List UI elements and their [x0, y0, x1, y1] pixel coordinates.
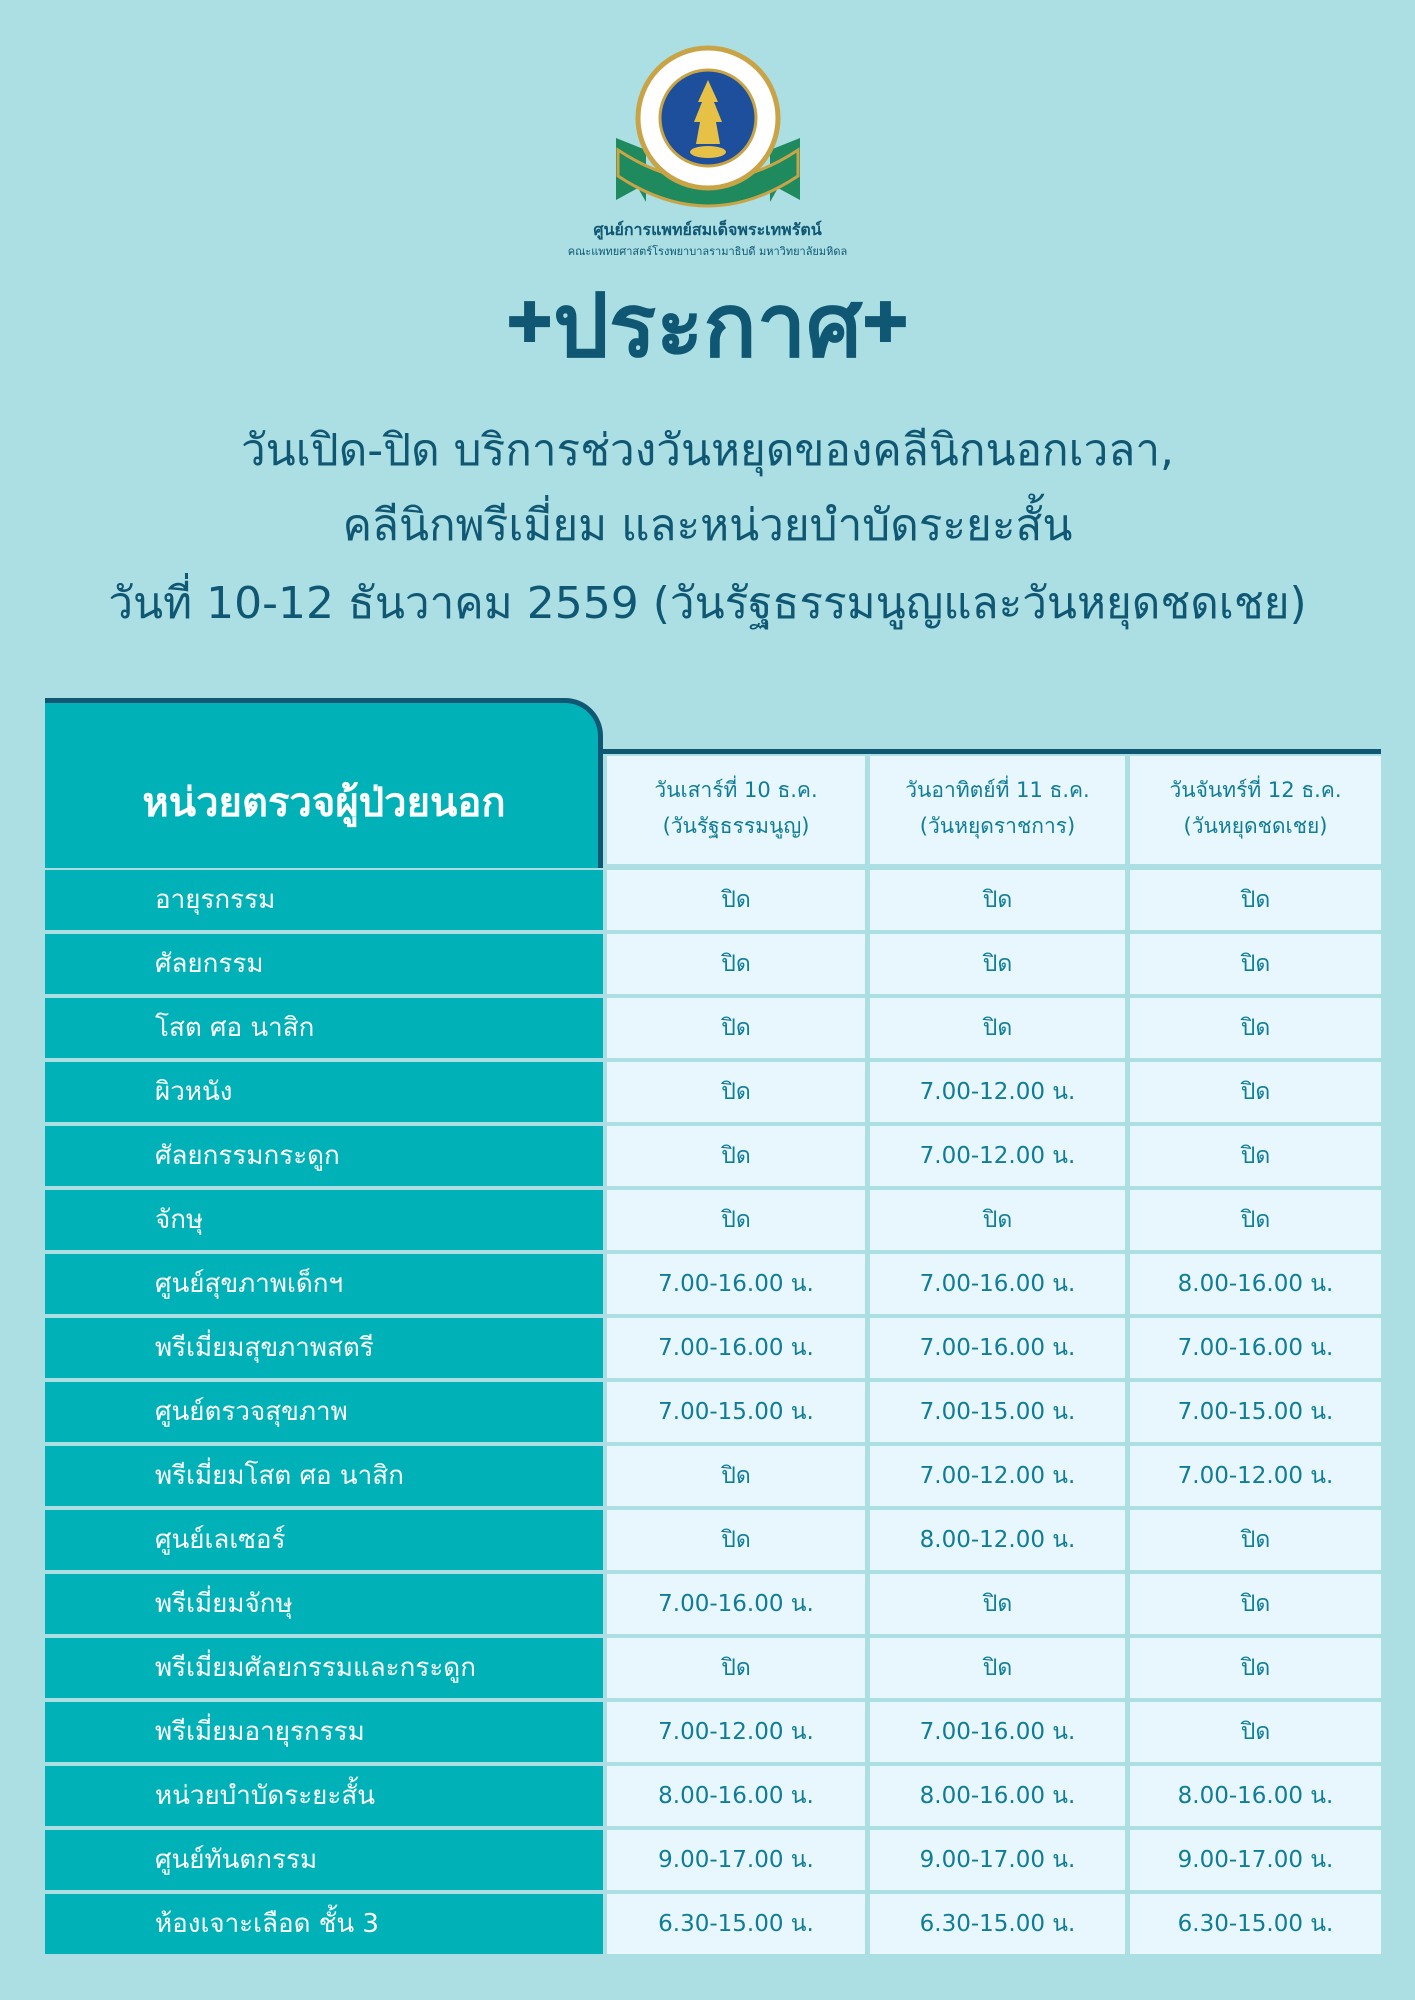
hours-cell: ปิด — [1130, 1126, 1381, 1186]
table-row — [45, 998, 1381, 1058]
hours-cell: ปิด — [607, 1446, 865, 1506]
hours-cell: ปิด — [607, 1638, 865, 1698]
plus-icon: ✚ — [861, 291, 909, 357]
unit-name: ผิวหนัง — [45, 1062, 603, 1122]
unit-name: พรีเมี่ยมสุขภาพสตรี — [45, 1318, 603, 1378]
hours-cell: 7.00-15.00 น. — [607, 1382, 865, 1442]
table-row — [45, 1254, 1381, 1314]
schedule-table — [45, 698, 1381, 1956]
day-header-note: (วันหยุดชดเชย) — [1183, 814, 1328, 838]
table-row — [45, 1894, 1381, 1954]
header-divider — [601, 749, 1381, 754]
hours-cell: 7.00-12.00 น. — [1130, 1446, 1381, 1506]
day-header-1 — [607, 756, 865, 864]
hours-cell: ปิด — [870, 998, 1125, 1058]
unit-name: ศูนย์ตรวจสุขภาพ — [45, 1382, 603, 1442]
hours-cell: ปิด — [1130, 998, 1381, 1058]
hours-cell: ปิด — [607, 1062, 865, 1122]
day-header-day: วันจันทร์ที่ 12 ธ.ค. — [1169, 778, 1342, 802]
hours-cell: 7.00-12.00 น. — [607, 1702, 865, 1762]
hours-cell: 7.00-16.00 น. — [870, 1702, 1125, 1762]
hours-cell: ปิด — [607, 998, 865, 1058]
hours-cell: 6.30-15.00 น. — [870, 1894, 1125, 1954]
hours-cell: ปิด — [870, 1574, 1125, 1634]
hours-cell: ปิด — [1130, 1190, 1381, 1250]
table-row — [45, 870, 1381, 930]
unit-name: ห้องเจาะเลือด ชั้น 3 — [45, 1894, 603, 1954]
unit-name: ศูนย์เลเซอร์ — [45, 1510, 603, 1570]
university-seal-icon — [598, 40, 818, 220]
hours-cell: 7.00-16.00 น. — [607, 1574, 865, 1634]
hours-cell: ปิด — [870, 934, 1125, 994]
table-row — [45, 1766, 1381, 1826]
hours-cell: ปิด — [870, 1190, 1125, 1250]
unit-name: อายุรกรรม — [45, 870, 603, 930]
hours-cell: 7.00-16.00 น. — [870, 1318, 1125, 1378]
hours-cell: 8.00-16.00 น. — [870, 1766, 1125, 1826]
day-header-day: วันอาทิตย์ที่ 11 ธ.ค. — [905, 778, 1090, 802]
unit-name: พรีเมี่ยมจักษุ — [45, 1574, 603, 1634]
announcement-line-3: วันที่ 10-12 ธันวาคม 2559 (วันรัฐธรรมนูญและวันหยุดชดเชย) — [108, 578, 1307, 629]
hours-cell: 7.00-16.00 น. — [870, 1254, 1125, 1314]
table-row — [45, 1510, 1381, 1570]
table-row — [45, 1126, 1381, 1186]
hours-cell: 8.00-16.00 น. — [607, 1766, 865, 1826]
hours-cell: ปิด — [607, 934, 865, 994]
hours-cell: 8.00-12.00 น. — [870, 1510, 1125, 1570]
unit-name: ศูนย์ทันตกรรม — [45, 1830, 603, 1890]
table-row — [45, 934, 1381, 994]
organization-name: ศูนย์การแพทย์สมเด็จพระเทพรัตน์ — [593, 220, 822, 239]
announcement-title: ประกาศ — [553, 274, 862, 377]
hours-cell: ปิด — [607, 1126, 865, 1186]
hours-cell: 8.00-16.00 น. — [1130, 1766, 1381, 1826]
hours-cell: 7.00-16.00 น. — [607, 1254, 865, 1314]
hours-cell: ปิด — [870, 870, 1125, 930]
hours-cell: ปิด — [1130, 1638, 1381, 1698]
unit-name: ศัลยกรรม — [45, 934, 603, 994]
day-header-note: (วันหยุดราชการ) — [919, 814, 1076, 838]
table-row — [45, 1446, 1381, 1506]
announcement-line-2: คลีนิกพรีเมี่ยม และหน่วยบำบัดระยะสั้น — [342, 500, 1073, 551]
hours-cell: ปิด — [1130, 1702, 1381, 1762]
hours-cell: ปิด — [607, 1510, 865, 1570]
day-header-day: วันเสาร์ที่ 10 ธ.ค. — [654, 778, 818, 802]
unit-name: พรีเมี่ยมศัลยกรรมและกระดูก — [45, 1638, 603, 1698]
hours-cell: ปิด — [1130, 1574, 1381, 1634]
hours-cell: ปิด — [607, 870, 865, 930]
table-row — [45, 1830, 1381, 1890]
table-row — [45, 1318, 1381, 1378]
hours-cell: 7.00-12.00 น. — [870, 1446, 1125, 1506]
table-row — [45, 1190, 1381, 1250]
day-header-3 — [1130, 756, 1381, 864]
hours-cell: 9.00-17.00 น. — [1130, 1830, 1381, 1890]
hours-cell: ปิด — [1130, 934, 1381, 994]
hours-cell: ปิด — [1130, 1062, 1381, 1122]
table-row — [45, 1574, 1381, 1634]
hours-cell: 8.00-16.00 น. — [1130, 1254, 1381, 1314]
hours-cell: 7.00-16.00 น. — [607, 1318, 865, 1378]
unit-name: หน่วยบำบัดระยะสั้น — [45, 1766, 603, 1826]
announcement-line-1: วันเปิด-ปิด บริการช่วงวันหยุดของคลีนิกนอกเวลา, — [240, 425, 1175, 476]
table-row — [45, 1702, 1381, 1762]
day-header-note: (วันรัฐธรรมนูญ) — [662, 814, 810, 838]
hours-cell: 7.00-12.00 น. — [870, 1062, 1125, 1122]
hours-cell: 7.00-15.00 น. — [870, 1382, 1125, 1442]
hours-cell: 7.00-12.00 น. — [870, 1126, 1125, 1186]
unit-column-title: หน่วยตรวจผู้ป่วยนอก — [142, 780, 506, 826]
hours-cell: ปิด — [1130, 870, 1381, 930]
hours-cell: 6.30-15.00 น. — [1130, 1894, 1381, 1954]
hours-cell: ปิด — [870, 1638, 1125, 1698]
unit-name: ศัลยกรรมกระดูก — [45, 1126, 603, 1186]
plus-icon: ✚ — [506, 291, 554, 357]
organization-subtitle: คณะแพทยศาสตร์โรงพยาบาลรามาธิบดี มหาวิทยาลัยมหิดล — [567, 245, 848, 258]
hours-cell: 7.00-16.00 น. — [1130, 1318, 1381, 1378]
unit-name: พรีเมี่ยมอายุรกรรม — [45, 1702, 603, 1762]
unit-name: โสต ศอ นาสิก — [45, 998, 603, 1058]
hours-cell: 9.00-17.00 น. — [870, 1830, 1125, 1890]
hours-cell: 6.30-15.00 น. — [607, 1894, 865, 1954]
table-row — [45, 1062, 1381, 1122]
hours-cell: 7.00-15.00 น. — [1130, 1382, 1381, 1442]
unit-name: ศูนย์สุขภาพเด็กฯ — [45, 1254, 603, 1314]
announcement-title-block — [0, 274, 1415, 377]
day-header-2 — [870, 756, 1125, 864]
hours-cell: ปิด — [607, 1190, 865, 1250]
unit-name: พรีเมี่ยมโสต ศอ นาสิก — [45, 1446, 603, 1506]
unit-name: จักษุ — [45, 1190, 603, 1250]
table-row — [45, 1638, 1381, 1698]
table-row — [45, 1382, 1381, 1442]
hours-cell: 9.00-17.00 น. — [607, 1830, 865, 1890]
hours-cell: ปิด — [1130, 1510, 1381, 1570]
logo — [0, 40, 1415, 224]
